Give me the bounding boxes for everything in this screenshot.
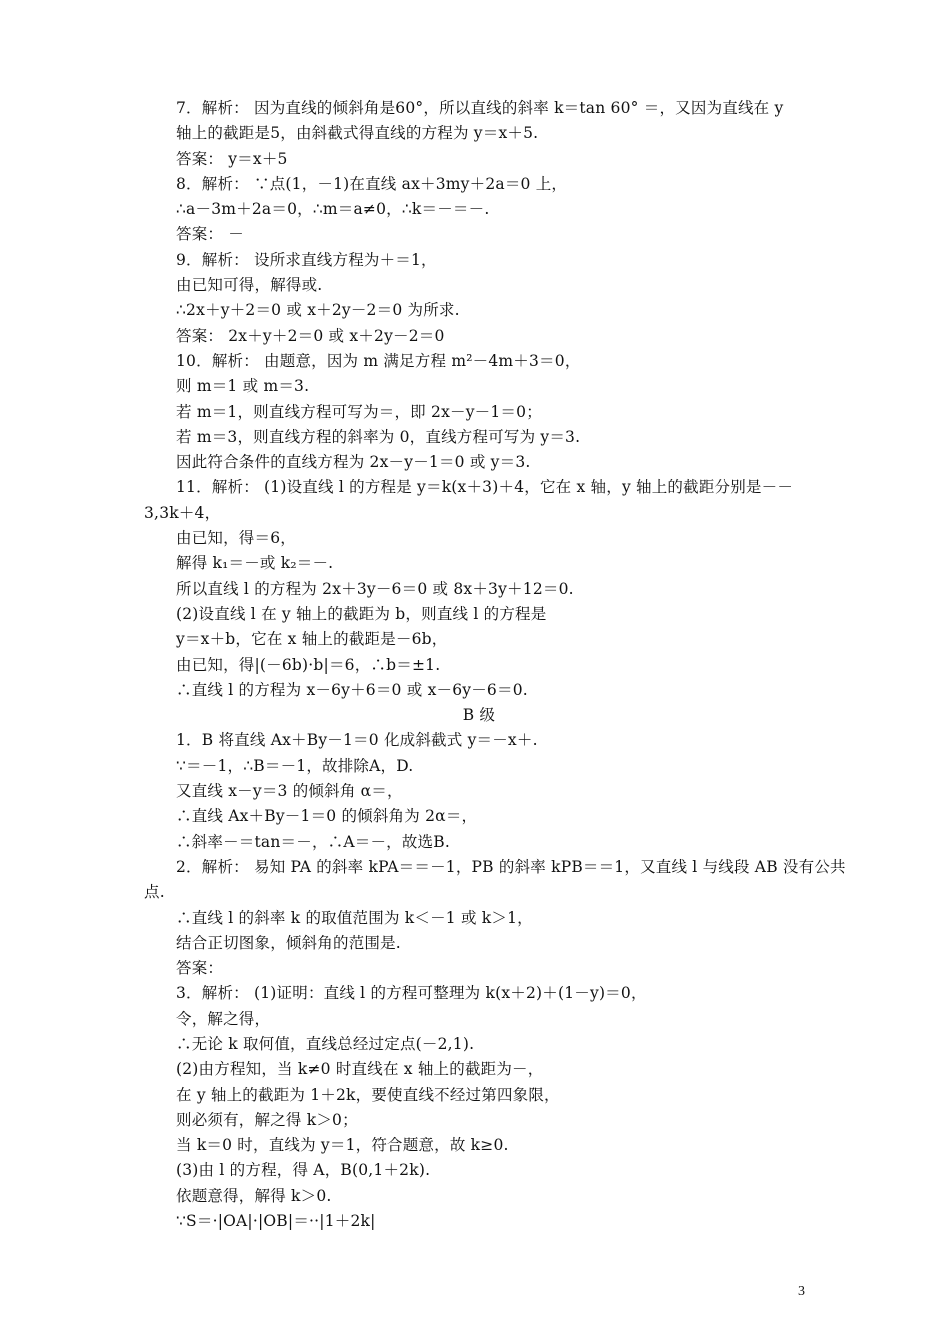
text-line: ∵＝－1，∴B＝－1，故排除A，D. bbox=[176, 756, 414, 775]
section-heading: B 级 bbox=[462, 706, 496, 725]
text-line: 9．解析： 设所求直线方程为＋＝1， bbox=[176, 250, 437, 269]
text-line: 答案： － bbox=[176, 225, 244, 244]
text-line: 所以直线 l 的方程为 2x＋3y－6＝0 或 8x＋3y＋12＝0. bbox=[176, 579, 574, 598]
text-line: 令，解之得， bbox=[176, 1009, 271, 1028]
text-line: 若 m＝3，则直线方程的斜率为 0，直线方程可写为 y＝3. bbox=[176, 427, 581, 446]
text-line: y＝x＋b，它在 x 轴上的截距是－6b， bbox=[176, 630, 448, 649]
text-line: ∴斜率－＝tan＝－，∴A＝－，故选B. bbox=[176, 832, 450, 851]
text-line: (2)由方程知，当 k≠0 时直线在 x 轴上的截距为－， bbox=[176, 1060, 544, 1079]
text-line: ∴直线 l 的斜率 k 的取值范围为 k＜－1 或 k＞1， bbox=[176, 908, 533, 927]
text-line: 10．解析： 由题意，因为 m 满足方程 m²－4m＋3＝0， bbox=[176, 351, 581, 370]
text-line: ∴a－3m＋2a＝0，∴m＝a≠0，∴k＝－＝－. bbox=[176, 200, 490, 219]
text-line: 则 m＝1 或 m＝3. bbox=[176, 377, 310, 396]
text-line: 答案： y＝x＋5 bbox=[176, 149, 288, 168]
text-line: 由已知可得，解得或. bbox=[176, 276, 323, 295]
text-line: 又直线 x－y＝3 的倾斜角 α＝， bbox=[176, 782, 403, 801]
text-line: 11．解析： (1)设直线 l 的方程是 y＝k(x＋3)＋4，它在 x 轴，y 轴上的截距分别是－－ bbox=[176, 478, 794, 497]
text-line: 答案： 2x＋y＋2＝0 或 x＋2y－2＝0 bbox=[176, 326, 445, 345]
page-number: 3 bbox=[798, 1284, 805, 1299]
text-line: 若 m＝1，则直线方程可写为＝，即 2x－y－1＝0； bbox=[176, 402, 542, 421]
text-line: ∵S＝·|OA|·|OB|＝··|1＋2k| bbox=[176, 1212, 376, 1231]
text-line: ∴直线 l 的方程为 x－6y＋6＝0 或 x－6y－6＝0. bbox=[176, 680, 528, 699]
text-line: 3,3k＋4， bbox=[144, 503, 221, 522]
text-line: 则必须有，解之得 k＞0； bbox=[176, 1110, 358, 1129]
text-line: 轴上的截距是5，由斜截式得直线的方程为 y＝x＋5. bbox=[176, 124, 539, 143]
text-line: 依题意得，解得 k＞0. bbox=[176, 1186, 332, 1205]
text-line: ∴2x＋y＋2＝0 或 x＋2y－2＝0 为所求. bbox=[176, 301, 460, 320]
text-line: 解得 k₁＝－或 k₂＝－. bbox=[176, 554, 334, 573]
text-line: 答案： bbox=[176, 959, 224, 978]
text-line: 2．解析： 易知 PA 的斜率 kPA＝＝－1，PB 的斜率 kPB＝＝1，又直线 l 与线段 AB 没有公共 bbox=[176, 857, 846, 876]
text-line: 当 k＝0 时，直线为 y＝1，符合题意，故 k≥0. bbox=[176, 1136, 509, 1155]
text-line: 因此符合条件的直线方程为 2x－y－1＝0 或 y＝3. bbox=[176, 453, 531, 472]
text-line: (2)设直线 l 在 y 轴上的截距为 b，则直线 l 的方程是 bbox=[176, 604, 547, 623]
text-line: ∴直线 Ax＋By－1＝0 的倾斜角为 2α＝， bbox=[176, 807, 478, 826]
text-line: 结合正切图象，倾斜角的范围是. bbox=[176, 933, 401, 952]
text-line: ∴无论 k 取何值，直线总经过定点(－2,1). bbox=[176, 1034, 475, 1053]
text-line: 点. bbox=[144, 883, 165, 902]
text-line: 在 y 轴上的截距为 1＋2k，要使直线不经过第四象限， bbox=[176, 1085, 560, 1104]
text-line: 7．解析： 因为直线的倾斜角是60°，所以直线的斜率 k＝tan 60° ＝，又因为直线在 y bbox=[176, 99, 784, 117]
text-line: 由已知，得|(－6b)·b|＝6，∴b＝±1. bbox=[176, 655, 441, 674]
text-line: (3)由 l 的方程，得 A，B(0,1＋2k). bbox=[176, 1161, 431, 1180]
text-line: 由已知，得＝6， bbox=[176, 529, 296, 548]
text-line: 1．B 将直线 Ax＋By－1＝0 化成斜截式 y＝－x＋. bbox=[176, 731, 538, 750]
text-line: 3．解析： (1)证明：直线 l 的方程可整理为 k(x＋2)＋(1－y)＝0， bbox=[176, 984, 647, 1003]
solution-text-body bbox=[144, 96, 846, 1234]
text-line: 8．解析： ∵点(1，－1)在直线 ax＋3my＋2a＝0 上， bbox=[176, 174, 568, 193]
